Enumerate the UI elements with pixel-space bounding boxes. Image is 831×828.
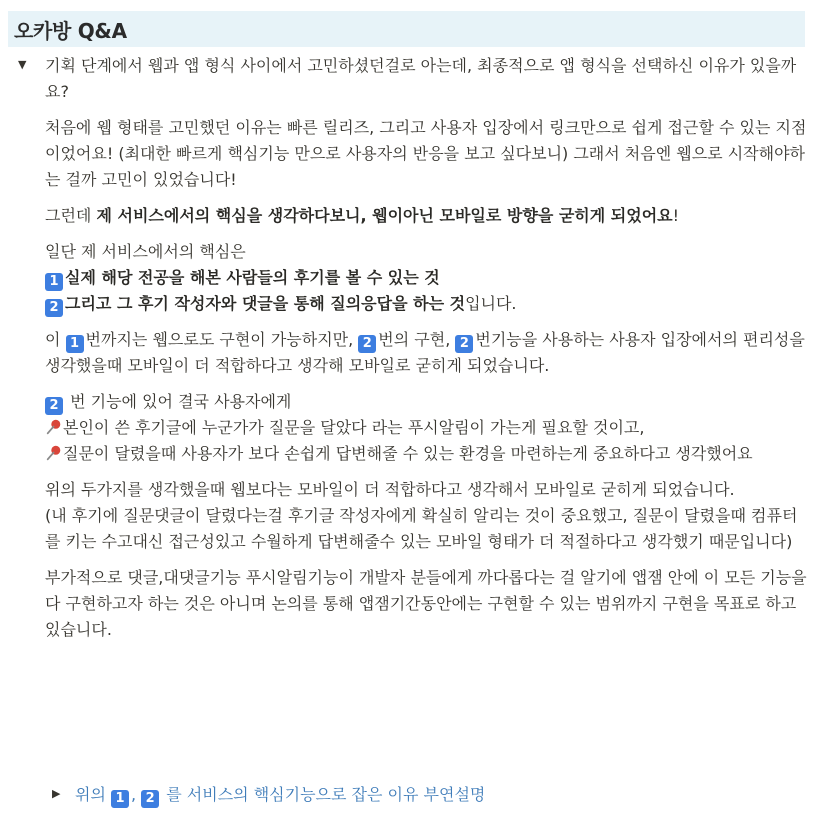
core-item-1	[45, 265, 810, 291]
sub-toggle-prefix: 위의	[75, 785, 111, 804]
keycap-2-icon: 2	[358, 335, 376, 353]
core-item-2	[45, 291, 810, 317]
paragraph-decision	[45, 203, 810, 229]
mobile-fit-d: 번기능을 사용하는 사용자 입장에서의 편리성을 생각했을때 모바일이 더 적합하다고 생각해 모바일로 굳히게 되었습니다.	[45, 330, 805, 375]
keycap-1-icon: 1	[45, 273, 63, 291]
core-item-2-text: 그리고 그 후기 작성자와 댓글을 통해 질의응답을 하는 것	[65, 294, 466, 313]
feature-2-intro-text: 번 기능에 있어 결국 사용자에게	[65, 392, 292, 411]
pin-item-2	[45, 441, 810, 467]
conclusion-main: 위의 두가지를 생각했을때 웹보다는 모바일이 더 적합하다고 생각해서 모바일로 굳히게 되었습니다.	[45, 480, 735, 499]
toggle-open-icon[interactable]: ▼	[18, 58, 27, 71]
keycap-2-icon: 2	[45, 299, 63, 317]
paragraph-web-reason: 처음에 웹 형태를 고민했던 이유는 빠른 릴리즈, 그리고 사용자 입장에서 링크만으로 쉽게 접근할 수 있는 지점이었어요! (최대한 빠르게 핵심기능 만으로 사용자의 반응을 보고 싶다보니) 그래서 처음엔 웹으로 시작해야하는 걸까 고민이 있었습니다!	[45, 118, 807, 189]
callout-header	[8, 11, 805, 47]
pushpin-icon	[45, 444, 63, 462]
pin-item-2-text: 질문이 달렸을때 사용자가 보다 손쉽게 답변해줄 수 있는 환경을 마련하는게 중요하다고 생각했어요	[63, 444, 753, 463]
toggle-block-qa	[8, 53, 808, 643]
pushpin-icon	[45, 418, 63, 436]
sub-toggle-suffix: 를 서비스의 핵심기능으로 잡은 이유 부연설명	[161, 785, 486, 804]
core-item-2-suffix: 입니다.	[465, 294, 517, 313]
toggle-closed-icon[interactable]: ▶	[52, 787, 61, 800]
keycap-1-icon: 1	[111, 790, 129, 808]
paragraph-mobile-fit	[45, 327, 810, 379]
mobile-fit-a: 이	[45, 330, 66, 349]
paragraph-core-features	[45, 239, 810, 317]
paragraph-scope: 부가적으로 댓글,대댓글기능 푸시알림기능이 개발자 분들에게 까다롭다는 걸 알기에 앱잼 안에 이 모든 기능을 다 구현하고자 하는 것은 아니며 논의를 통해 앱잼기간동안에는 구현할 수 있는 범위까지 구현을 목표로 하고 있습니다.	[45, 568, 807, 639]
toggle-question[interactable]: 기획 단계에서 웹과 앱 형식 사이에서 고민하셨던걸로 아는데, 최종적으로 앱 형식을 선택하신 이유가 있을까요?	[45, 56, 797, 101]
mobile-fit-b: 번까지는 웹으로도 구현이 가능하지만,	[85, 330, 359, 349]
paragraph-conclusion	[45, 477, 810, 555]
sub-toggle-label[interactable]	[75, 782, 485, 808]
mobile-fit-c: 번의 구현,	[378, 330, 456, 349]
pin-item-1-text: 본인이 쓴 후기글에 누군가가 질문을 달았다 라는 푸시알림이 가는게 필요할 것이고,	[63, 418, 645, 437]
decision-bold: 제 서비스에서의 핵심을 생각하다보니, 웹이아닌 모바일로 방향을 굳히게 되었어요	[96, 206, 673, 225]
sub-toggle-sep: ,	[131, 785, 142, 804]
decision-prefix: 그런데	[45, 206, 97, 225]
keycap-2-icon: 2	[141, 790, 159, 808]
sub-toggle-explanation[interactable]	[8, 782, 788, 808]
pin-item-1	[45, 415, 810, 441]
page-title: 오카방 Q&A	[14, 18, 127, 43]
keycap-2-icon: 2	[455, 335, 473, 353]
keycap-2-icon: 2	[45, 397, 63, 415]
keycap-1-icon: 1	[66, 335, 84, 353]
feature-2-intro	[45, 389, 810, 415]
paragraph-feature-2	[45, 389, 810, 467]
toggle-body	[45, 115, 810, 643]
decision-suffix: !	[672, 206, 680, 225]
core-item-1-text: 실제 해당 전공을 해본 사람들의 후기를 볼 수 있는 것	[65, 268, 440, 287]
conclusion-note: (내 후기에 질문댓글이 달렸다는걸 후기글 작성자에게 확실히 알리는 것이 중요했고, 질문이 달렸을때 컴퓨터를 키는 수고대신 접근성있고 수월하게 답변해줄수 있는 모바일 형태가 더 적절하다고 생각했기 때문입니다)	[45, 506, 798, 551]
core-intro: 일단 제 서비스에서의 핵심은	[45, 242, 246, 261]
